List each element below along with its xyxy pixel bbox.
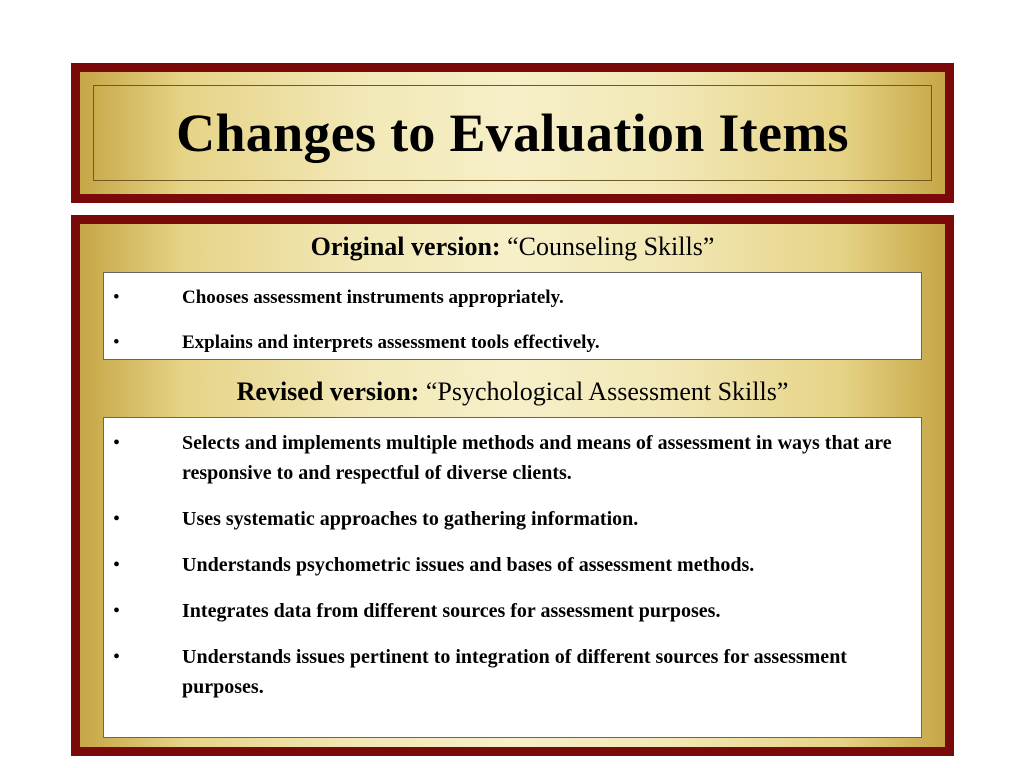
revised-version-label: Revised version: [236, 377, 420, 406]
content-panel [80, 224, 945, 747]
title-inner-border [93, 85, 932, 181]
revised-items-box [103, 417, 922, 738]
bullet: • [113, 600, 121, 622]
list-item [104, 283, 921, 313]
original-version-label: Original version: [310, 232, 501, 261]
list-item-text: Uses systematic approaches to gathering information. [182, 508, 639, 530]
revised-version-name: “Psychological Assessment Skills” [425, 377, 789, 406]
list-item-text: Understands issues pertinent to integration of different sources for assessment purposes. [182, 646, 847, 698]
bullet: • [113, 287, 120, 308]
original-items-box [103, 272, 922, 360]
bullet: • [113, 332, 120, 353]
list-item-text: Understands psychometric issues and bases of assessment methods. [182, 554, 755, 576]
original-version-heading [80, 232, 945, 262]
bullet: • [113, 646, 121, 668]
list-item-text: Chooses assessment instruments appropriately. [182, 287, 564, 308]
revised-version-heading [80, 377, 945, 407]
list-item-text: Integrates data from different sources for assessment purposes. [182, 600, 721, 622]
bullet: • [113, 554, 121, 576]
list-item-text: Selects and implements multiple methods and means of assessment in ways that are responsive to and respectful of diverse clients. [182, 432, 892, 484]
title-frame [71, 63, 954, 203]
list-item [104, 642, 921, 702]
slide-title: Changes to Evaluation Items [176, 103, 849, 163]
original-version-name: “Counseling Skills” [507, 232, 715, 261]
list-item [104, 550, 921, 580]
bullet: • [113, 432, 121, 454]
bullet: • [113, 508, 121, 530]
list-item [104, 504, 921, 534]
list-item-text: Explains and interprets assessment tools effectively. [182, 332, 600, 353]
content-frame [71, 215, 954, 756]
list-item [104, 596, 921, 626]
list-item [104, 328, 921, 358]
list-item [104, 428, 921, 488]
